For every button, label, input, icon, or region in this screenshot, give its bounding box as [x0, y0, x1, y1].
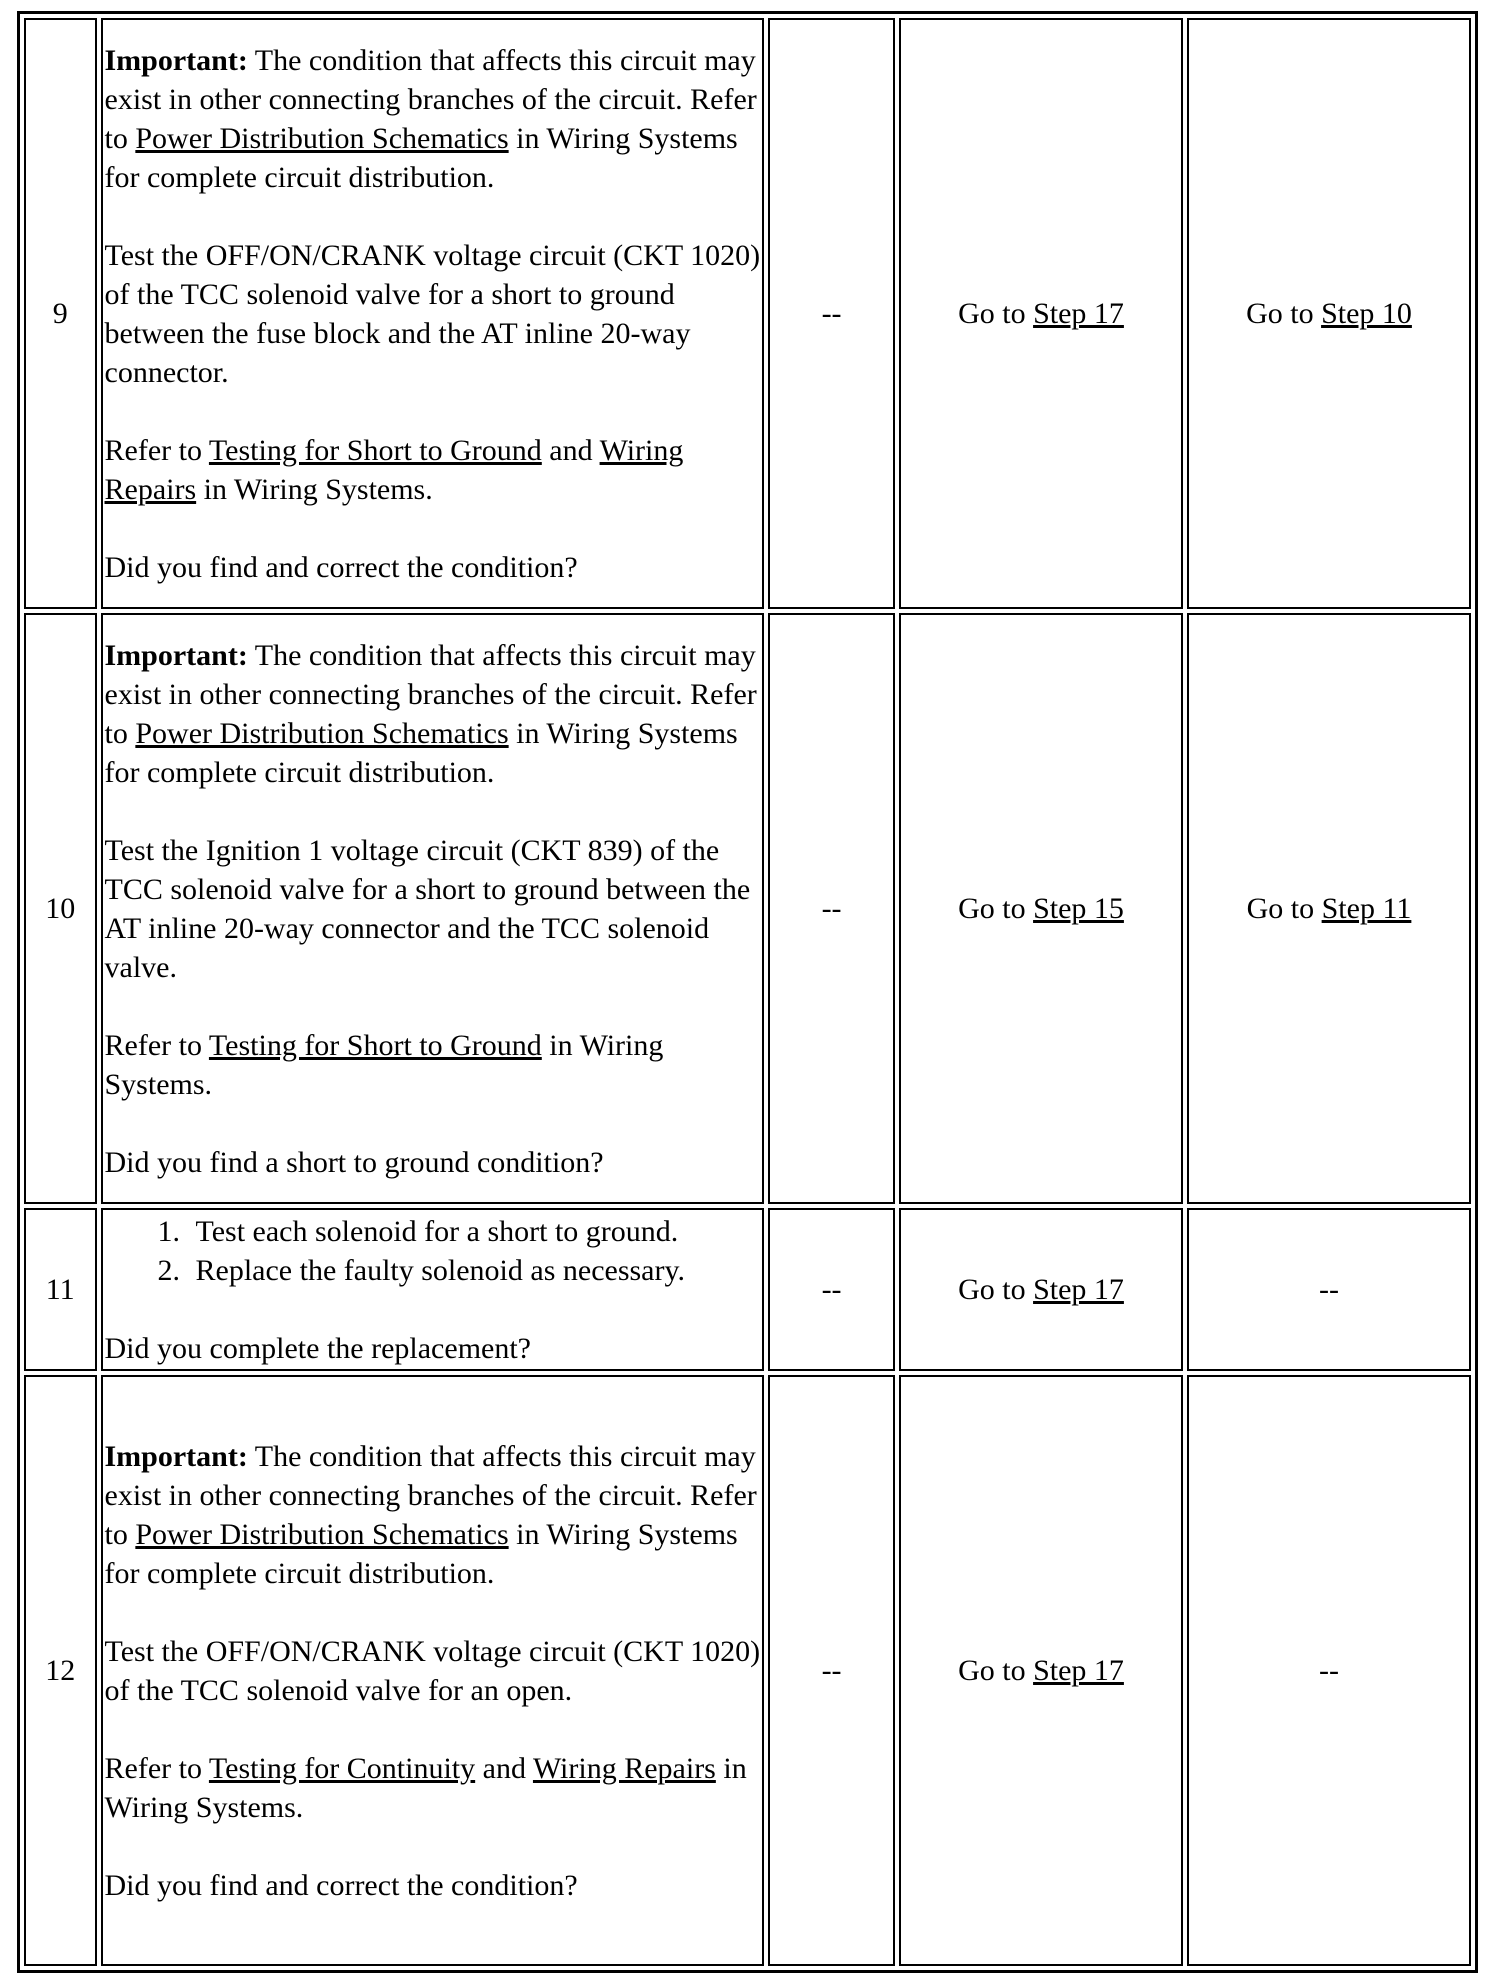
- table-row: [24, 1375, 1471, 1966]
- no-step-link[interactable]: Step 11: [1321, 892, 1412, 925]
- yes-step-link[interactable]: Step 15: [1033, 892, 1124, 925]
- no-cell: --: [1187, 1375, 1471, 1966]
- list-item: 2. Replace the faulty solenoid as necessary.: [188, 1251, 761, 1290]
- wiring-repairs-link[interactable]: Wiring Repairs: [532, 1751, 716, 1785]
- refer-instruction: Refer to Testing for Continuity and Wiring Repairs in Wiring Systems.: [104, 1751, 747, 1824]
- yes-step-link[interactable]: Step 17: [1033, 1654, 1124, 1687]
- important-note: Important: The condition that affects this circuit may exist in other connecting branches of the circuit. Refer to Power Distribution Schematics in Wiring Systems for complete circuit distribution.: [104, 638, 757, 789]
- power-distribution-link[interactable]: Power Distribution Schematics: [135, 716, 509, 750]
- table-row: [24, 1208, 1471, 1371]
- wiring-repairs-link[interactable]: Wiring Repairs: [104, 433, 684, 506]
- value-cell: --: [768, 613, 895, 1204]
- step-number: 12: [24, 1375, 97, 1966]
- action-cell: [101, 613, 765, 1204]
- list-item: 1. Test each solenoid for a short to ground.: [188, 1212, 761, 1251]
- step-number: 10: [24, 613, 97, 1204]
- action-cell: [101, 1208, 765, 1371]
- yes-cell: Go to Step 15: [899, 613, 1183, 1204]
- test-instruction: Test the Ignition 1 voltage circuit (CKT 839) of the TCC solenoid valve for a short to ground between the AT inline 20-way connector and the TCC solenoid valve.: [104, 833, 751, 984]
- yes-cell: Go to Step 17: [899, 1375, 1183, 1966]
- procedure-list: [105, 1212, 761, 1290]
- important-note: Important: The condition that affects this circuit may exist in other connecting branches of the circuit. Refer to Power Distribution Schematics in Wiring Systems for complete circuit distribution.: [104, 43, 757, 194]
- no-step-link[interactable]: Step 10: [1321, 297, 1412, 330]
- no-cell: --: [1187, 1208, 1471, 1371]
- refer-instruction: Refer to Testing for Short to Ground and Wiring Repairs in Wiring Systems.: [104, 433, 684, 506]
- question-text: Did you find a short to ground condition?: [104, 1145, 604, 1179]
- short-to-ground-link[interactable]: Testing for Short to Ground: [208, 433, 542, 467]
- value-cell: --: [768, 1375, 895, 1966]
- power-distribution-link[interactable]: Power Distribution Schematics: [135, 121, 509, 155]
- test-instruction: Test the OFF/ON/CRANK voltage circuit (CKT 1020) of the TCC solenoid valve for a short to ground between the fuse block and the AT inline 20-way connector.: [104, 238, 761, 389]
- continuity-link[interactable]: Testing for Continuity: [208, 1751, 476, 1785]
- question-text: Did you find and correct the condition?: [104, 550, 578, 584]
- no-cell: Go to Step 11: [1187, 613, 1471, 1204]
- step-number: 11: [24, 1208, 97, 1371]
- test-instruction: Test the OFF/ON/CRANK voltage circuit (CKT 1020) of the TCC solenoid valve for an open.: [104, 1634, 761, 1707]
- question-text: Did you complete the replacement?: [104, 1331, 531, 1365]
- yes-cell: Go to Step 17: [899, 1208, 1183, 1371]
- refer-instruction: Refer to Testing for Short to Ground in Wiring Systems.: [104, 1028, 664, 1101]
- power-distribution-link[interactable]: Power Distribution Schematics: [135, 1517, 509, 1551]
- action-cell: [101, 18, 765, 609]
- short-to-ground-link[interactable]: Testing for Short to Ground: [208, 1028, 542, 1062]
- important-label: Important:: [104, 43, 248, 77]
- question-text: Did you find and correct the condition?: [104, 1868, 578, 1902]
- diagnostic-steps-table: [17, 11, 1478, 1973]
- yes-step-link[interactable]: Step 17: [1033, 297, 1124, 330]
- table-row: [24, 18, 1471, 609]
- value-cell: --: [768, 18, 895, 609]
- important-label: Important:: [104, 638, 248, 672]
- table-row: [24, 613, 1471, 1204]
- important-note: Important: The condition that affects this circuit may exist in other connecting branches of the circuit. Refer to Power Distribution Schematics in Wiring Systems for complete circuit distribution.: [104, 1439, 757, 1590]
- action-cell: [101, 1375, 765, 1966]
- important-label: Important:: [104, 1439, 248, 1473]
- no-cell: Go to Step 10: [1187, 18, 1471, 609]
- yes-step-link[interactable]: Step 17: [1033, 1273, 1124, 1306]
- step-number: 9: [24, 18, 97, 609]
- yes-cell: Go to Step 17: [899, 18, 1183, 609]
- value-cell: --: [768, 1208, 895, 1371]
